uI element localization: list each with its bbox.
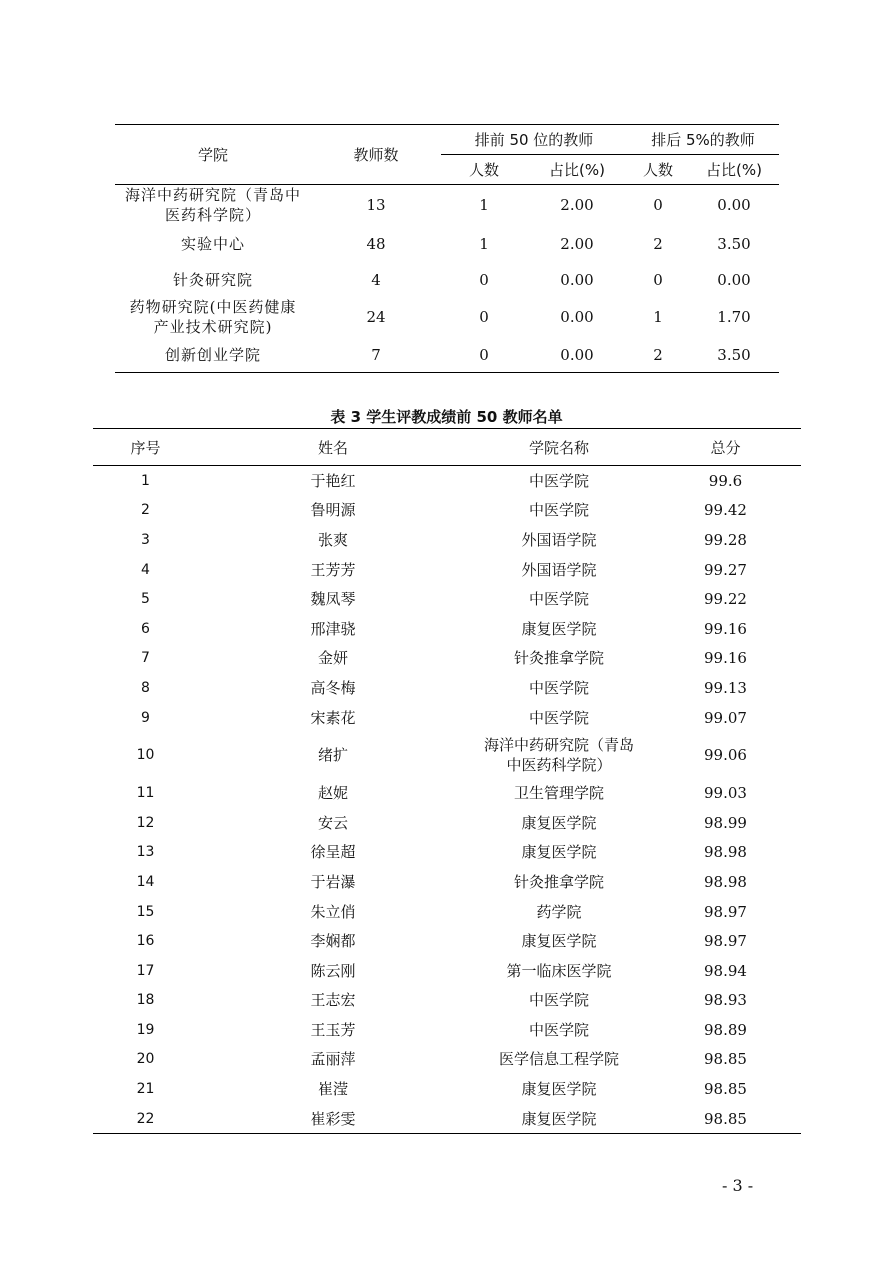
table-row bbox=[93, 897, 801, 927]
cell-name: 王芳芳 bbox=[310, 560, 356, 579]
cell-teachers: 24 bbox=[366, 308, 386, 326]
table-row bbox=[93, 1045, 801, 1075]
cell-college: 针灸推拿学院 bbox=[513, 872, 604, 891]
header-teachers: 教师数 bbox=[311, 125, 441, 185]
cell-college: 中医学院 bbox=[528, 590, 589, 609]
cell-index: 17 bbox=[136, 962, 155, 979]
cell-score: 98.99 bbox=[704, 813, 747, 832]
cell-college: 第一临床医学院 bbox=[506, 961, 612, 980]
cell-score: 99.42 bbox=[704, 501, 747, 520]
header-bottom-count: 人数 bbox=[627, 155, 689, 185]
cell-top-count: 0 bbox=[479, 270, 489, 289]
cell-name: 宋素花 bbox=[310, 708, 356, 727]
cell-top-ratio: 2.00 bbox=[560, 196, 594, 214]
cell-college: 中医学院 bbox=[528, 991, 589, 1010]
table-row bbox=[115, 297, 779, 337]
cell-top-count: 0 bbox=[479, 308, 489, 326]
cell-index: 4 bbox=[141, 561, 150, 578]
cell-index: 16 bbox=[136, 933, 155, 950]
table-row bbox=[93, 778, 801, 808]
cell-teachers: 4 bbox=[371, 270, 381, 289]
cell-name: 孟丽萍 bbox=[310, 1050, 356, 1069]
cell-index: 14 bbox=[136, 873, 155, 890]
cell-college: 康复医学院 bbox=[521, 843, 597, 862]
cell-top-count: 0 bbox=[479, 345, 489, 364]
cell-college: 康复医学院 bbox=[521, 813, 597, 832]
table-row bbox=[93, 525, 801, 555]
cell-index: 13 bbox=[136, 844, 155, 861]
cell-index: 3 bbox=[141, 531, 150, 548]
table-row bbox=[93, 555, 801, 585]
cell-name: 于艳红 bbox=[310, 471, 356, 490]
cell-college: 针灸推拿学院 bbox=[513, 649, 604, 668]
cell-score: 99.16 bbox=[704, 649, 747, 668]
header-index: 序号 bbox=[93, 429, 198, 466]
cell-college: 外国语学院 bbox=[521, 560, 597, 579]
cell-index: 20 bbox=[136, 1051, 155, 1068]
cell-index: 15 bbox=[136, 903, 155, 920]
cell-name: 崔彩雯 bbox=[310, 1109, 356, 1128]
table-row bbox=[93, 614, 801, 644]
cell-college: 中医学院 bbox=[528, 1020, 589, 1039]
table-row bbox=[93, 956, 801, 986]
cell-name: 魏凤琴 bbox=[310, 590, 356, 609]
header-name: 姓名 bbox=[198, 429, 468, 466]
cell-bottom-count: 2 bbox=[653, 345, 663, 364]
cell-college: 创新创业学院 bbox=[164, 345, 261, 364]
cell-index: 11 bbox=[136, 785, 155, 802]
cell-index: 12 bbox=[136, 814, 155, 831]
cell-index: 6 bbox=[141, 620, 150, 637]
cell-bottom-count: 1 bbox=[653, 308, 663, 326]
cell-score: 98.98 bbox=[704, 872, 747, 891]
cell-top-count: 1 bbox=[479, 234, 489, 253]
college-stats-table bbox=[115, 124, 779, 373]
cell-name: 高冬梅 bbox=[310, 678, 356, 697]
cell-score: 99.28 bbox=[704, 530, 747, 549]
table-row bbox=[93, 838, 801, 868]
cell-college: 医学信息工程学院 bbox=[498, 1050, 619, 1069]
table-row bbox=[115, 337, 779, 373]
cell-score: 98.85 bbox=[704, 1080, 747, 1099]
header-top50: 排前 50 位的教师 bbox=[441, 125, 627, 155]
cell-college: 康复医学院 bbox=[521, 932, 597, 951]
cell-college: 中医学院 bbox=[528, 678, 589, 697]
cell-index: 8 bbox=[141, 679, 150, 696]
cell-college: 药物研究院(中医药健康产业技术研究院) bbox=[129, 298, 297, 336]
table-row bbox=[93, 1104, 801, 1134]
cell-index: 2 bbox=[141, 502, 150, 519]
cell-bottom-count: 0 bbox=[653, 270, 663, 289]
cell-score: 98.97 bbox=[704, 902, 747, 921]
cell-score: 98.93 bbox=[704, 991, 747, 1010]
cell-score: 99.16 bbox=[704, 619, 747, 638]
cell-index: 18 bbox=[136, 992, 155, 1009]
header-top-count: 人数 bbox=[441, 155, 527, 185]
header-top-ratio: 占比(%) bbox=[527, 155, 627, 185]
cell-score: 99.27 bbox=[704, 560, 747, 579]
cell-college: 康复医学院 bbox=[521, 1080, 597, 1099]
cell-index: 22 bbox=[136, 1110, 155, 1127]
table-row bbox=[93, 732, 801, 778]
table-row bbox=[93, 986, 801, 1016]
cell-score: 98.89 bbox=[704, 1020, 747, 1039]
cell-index: 5 bbox=[141, 591, 150, 608]
cell-bottom-count: 2 bbox=[653, 234, 663, 253]
cell-top-ratio: 0.00 bbox=[560, 270, 594, 289]
cell-score: 98.97 bbox=[704, 932, 747, 951]
top50-teacher-table bbox=[93, 428, 801, 1134]
table-row bbox=[93, 808, 801, 838]
cell-score: 98.94 bbox=[704, 961, 747, 980]
cell-name: 绪扩 bbox=[317, 746, 348, 765]
cell-score: 98.85 bbox=[704, 1109, 747, 1128]
table-row bbox=[93, 584, 801, 614]
table-row bbox=[93, 644, 801, 674]
page-number: - 3 - bbox=[722, 1176, 754, 1195]
cell-name: 陈云刚 bbox=[310, 961, 356, 980]
cell-bottom-ratio: 0.00 bbox=[717, 270, 751, 289]
cell-bottom-ratio: 0.00 bbox=[717, 196, 751, 214]
cell-teachers: 48 bbox=[366, 234, 386, 253]
cell-name: 邢津骁 bbox=[310, 619, 356, 638]
cell-index: 7 bbox=[141, 650, 150, 667]
cell-college: 康复医学院 bbox=[521, 619, 597, 638]
table-row bbox=[115, 185, 779, 226]
header-bottom5: 排后 5%的教师 bbox=[627, 125, 779, 155]
cell-name: 王玉芳 bbox=[310, 1020, 356, 1039]
cell-index: 21 bbox=[136, 1081, 155, 1098]
cell-score: 98.85 bbox=[704, 1050, 747, 1069]
table-row bbox=[115, 262, 779, 297]
cell-college: 卫生管理学院 bbox=[513, 784, 604, 803]
cell-college: 康复医学院 bbox=[521, 1109, 597, 1128]
cell-college: 外国语学院 bbox=[521, 530, 597, 549]
cell-college: 海洋中药研究院（青岛中医药科学院） bbox=[483, 736, 634, 775]
college-stats-body bbox=[115, 185, 779, 373]
table-row bbox=[93, 1015, 801, 1045]
header-score: 总分 bbox=[650, 429, 801, 466]
cell-index: 10 bbox=[136, 747, 155, 764]
top50-teacher-body bbox=[93, 466, 801, 1134]
cell-index: 9 bbox=[141, 709, 150, 726]
cell-name: 赵妮 bbox=[317, 784, 348, 803]
cell-bottom-ratio: 1.70 bbox=[717, 308, 751, 326]
cell-name: 崔滢 bbox=[317, 1080, 348, 1099]
cell-top-count: 1 bbox=[479, 196, 489, 214]
header-college-name: 学院名称 bbox=[468, 429, 650, 466]
table-row bbox=[93, 703, 801, 733]
cell-name: 张爽 bbox=[317, 530, 348, 549]
cell-bottom-count: 0 bbox=[653, 196, 663, 214]
table-row bbox=[93, 496, 801, 526]
cell-name: 金妍 bbox=[317, 649, 348, 668]
header-college: 学院 bbox=[115, 125, 311, 185]
cell-bottom-ratio: 3.50 bbox=[717, 345, 751, 364]
cell-score: 99.03 bbox=[704, 784, 747, 803]
table-row bbox=[93, 466, 801, 496]
table-row bbox=[93, 867, 801, 897]
table-row bbox=[93, 1074, 801, 1104]
cell-college: 针灸研究院 bbox=[172, 270, 253, 289]
cell-name: 安云 bbox=[317, 813, 348, 832]
cell-score: 99.22 bbox=[704, 590, 747, 609]
cell-name: 于岩瀑 bbox=[310, 872, 356, 891]
cell-teachers: 7 bbox=[371, 345, 381, 364]
table-caption: 表 3 学生评教成绩前 50 教师名单 bbox=[330, 408, 563, 426]
header-bottom-ratio: 占比(%) bbox=[689, 155, 779, 185]
cell-name: 朱立俏 bbox=[310, 902, 356, 921]
cell-name: 李娴都 bbox=[310, 932, 356, 951]
cell-score: 98.98 bbox=[704, 843, 747, 862]
cell-bottom-ratio: 3.50 bbox=[717, 234, 751, 253]
cell-score: 99.06 bbox=[704, 746, 747, 765]
cell-score: 99.13 bbox=[704, 678, 747, 697]
cell-top-ratio: 2.00 bbox=[560, 234, 594, 253]
cell-college: 中医学院 bbox=[528, 471, 589, 490]
cell-top-ratio: 0.00 bbox=[560, 345, 594, 364]
cell-index: 19 bbox=[136, 1021, 155, 1038]
cell-name: 王志宏 bbox=[310, 991, 356, 1010]
cell-college: 中医学院 bbox=[528, 708, 589, 727]
table-row bbox=[93, 673, 801, 703]
table-row bbox=[93, 926, 801, 956]
cell-college: 实验中心 bbox=[180, 234, 245, 253]
cell-top-ratio: 0.00 bbox=[560, 308, 594, 326]
cell-name: 徐呈超 bbox=[310, 843, 356, 862]
cell-name: 鲁明源 bbox=[310, 501, 356, 520]
cell-college: 药学院 bbox=[536, 902, 582, 921]
cell-score: 99.6 bbox=[708, 471, 743, 490]
cell-score: 99.07 bbox=[704, 708, 747, 727]
cell-college: 中医学院 bbox=[528, 501, 589, 520]
cell-index: 1 bbox=[141, 472, 150, 489]
cell-teachers: 13 bbox=[366, 196, 386, 214]
table-row bbox=[115, 225, 779, 262]
cell-college: 海洋中药研究院（青岛中医药科学院） bbox=[125, 186, 302, 224]
